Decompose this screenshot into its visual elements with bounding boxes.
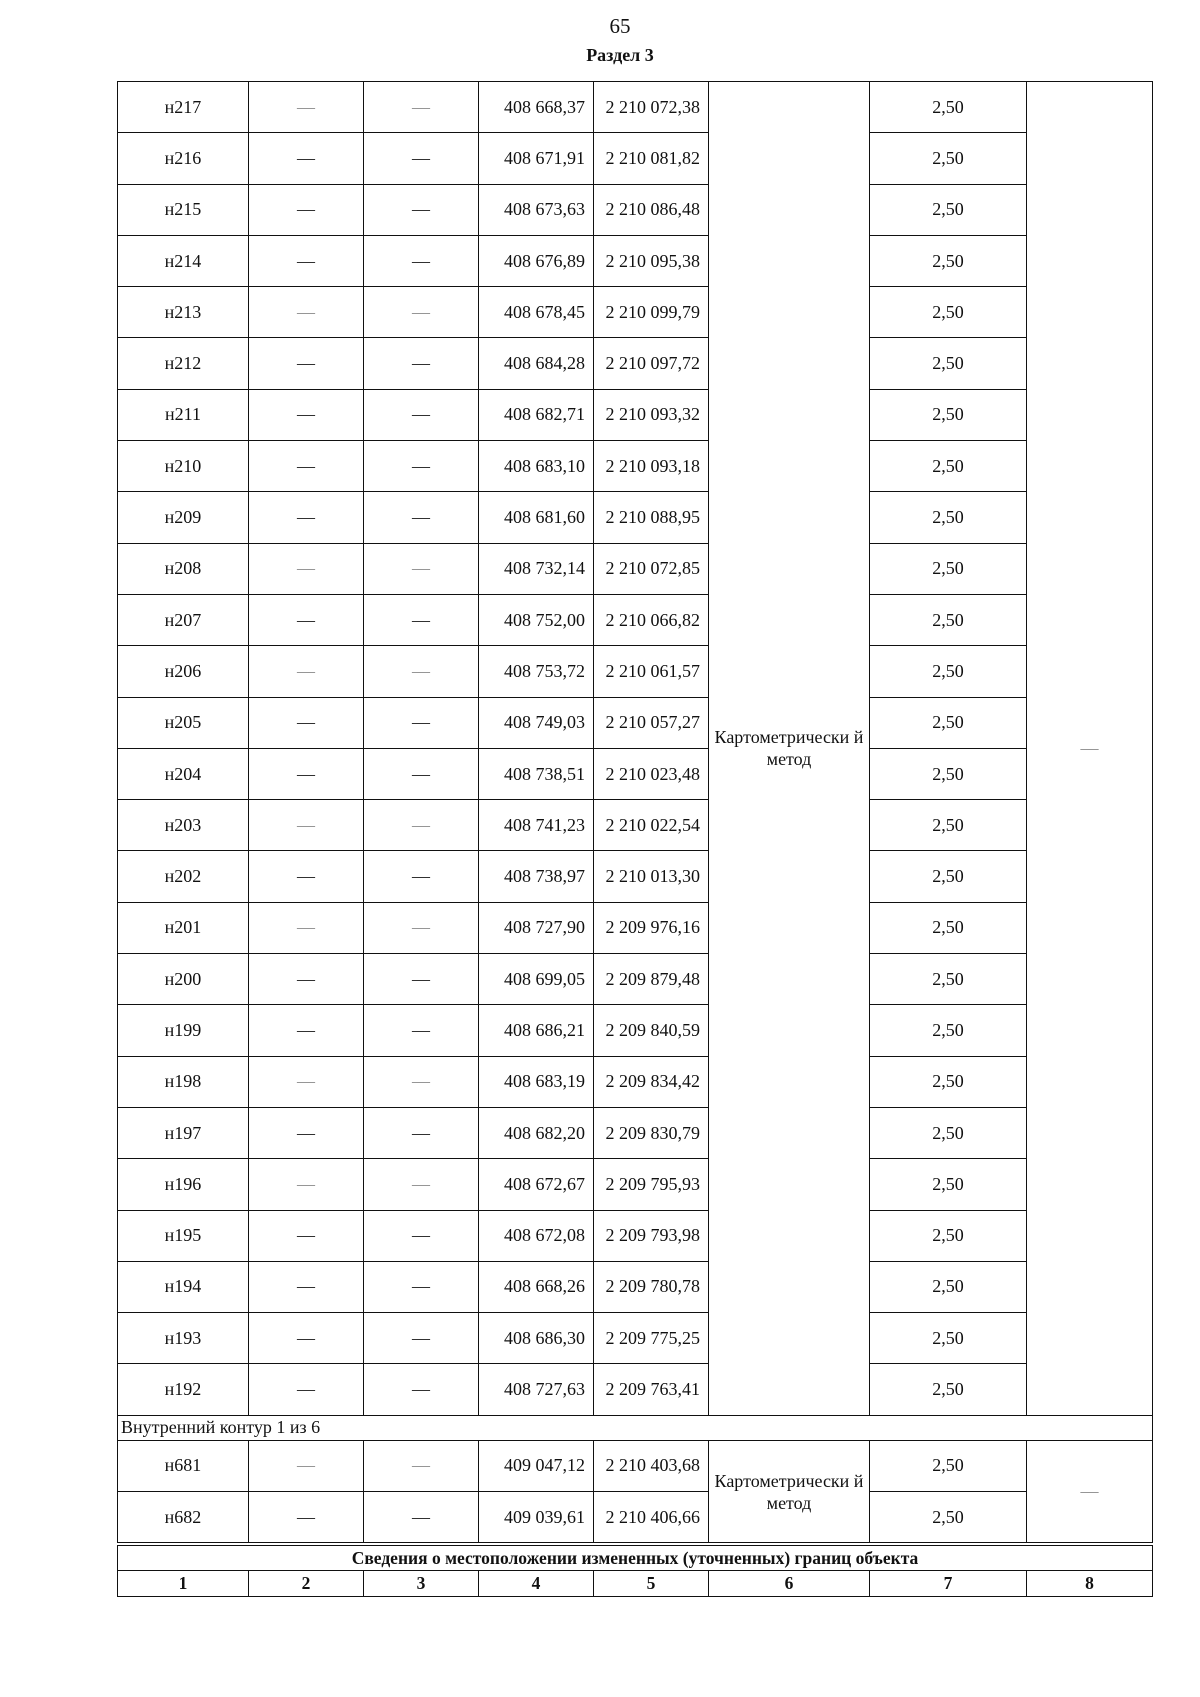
accuracy-value: 2,50 — [870, 1056, 1027, 1107]
section-title: Раздел 3 — [586, 45, 654, 65]
description-dash: — — [1027, 82, 1153, 1416]
x-coordinate: 408 671,91 — [479, 133, 594, 184]
x-coordinate: 408 672,67 — [479, 1159, 594, 1210]
accuracy-value: 2,50 — [870, 1261, 1027, 1312]
table-row — [118, 338, 1153, 389]
x-coordinate: 408 738,97 — [479, 851, 594, 902]
old-x-dash: — — [249, 1440, 364, 1491]
old-x-dash: — — [249, 1056, 364, 1107]
accuracy-value: 2,50 — [870, 594, 1027, 645]
old-y-dash: — — [364, 1492, 479, 1545]
point-id: н210 — [118, 441, 249, 492]
accuracy-value: 2,50 — [870, 184, 1027, 235]
old-x-dash: — — [249, 492, 364, 543]
point-id: н215 — [118, 184, 249, 235]
x-coordinate: 408 741,23 — [479, 800, 594, 851]
table-row — [118, 1005, 1153, 1056]
point-id: н195 — [118, 1210, 249, 1261]
y-coordinate: 2 210 061,57 — [594, 646, 709, 697]
x-coordinate: 408 682,20 — [479, 1107, 594, 1158]
table-row — [118, 235, 1153, 286]
table-row — [118, 1313, 1153, 1364]
accuracy-value: 2,50 — [870, 1492, 1027, 1545]
y-coordinate: 2 209 795,93 — [594, 1159, 709, 1210]
point-id: н208 — [118, 543, 249, 594]
x-coordinate: 408 684,28 — [479, 338, 594, 389]
old-y-dash: — — [364, 1210, 479, 1261]
point-id: н214 — [118, 235, 249, 286]
column-number: 7 — [870, 1571, 1027, 1597]
old-x-dash: — — [249, 184, 364, 235]
old-x-dash: — — [249, 543, 364, 594]
old-y-dash: — — [364, 697, 479, 748]
old-x-dash: — — [249, 1364, 364, 1415]
column-number: 8 — [1027, 1571, 1153, 1597]
old-y-dash: — — [364, 851, 479, 902]
old-x-dash: — — [249, 1159, 364, 1210]
x-coordinate: 408 668,37 — [479, 82, 594, 133]
main-points-body — [118, 82, 1153, 1416]
page-number: 65 — [609, 14, 631, 38]
y-coordinate: 2 210 013,30 — [594, 851, 709, 902]
x-coordinate: 408 753,72 — [479, 646, 594, 697]
old-y-dash: — — [364, 1107, 479, 1158]
y-coordinate: 2 209 830,79 — [594, 1107, 709, 1158]
y-coordinate: 2 210 023,48 — [594, 748, 709, 799]
x-coordinate: 408 683,19 — [479, 1056, 594, 1107]
point-id: н204 — [118, 748, 249, 799]
table-row — [118, 389, 1153, 440]
point-id: н193 — [118, 1313, 249, 1364]
table-row — [118, 1107, 1153, 1158]
old-y-dash: — — [364, 1005, 479, 1056]
old-y-dash: — — [364, 800, 479, 851]
accuracy-value: 2,50 — [870, 1440, 1027, 1491]
accuracy-value: 2,50 — [870, 1159, 1027, 1210]
info-section — [118, 1544, 1153, 1597]
table-row — [118, 748, 1153, 799]
accuracy-value: 2,50 — [870, 800, 1027, 851]
point-id: н197 — [118, 1107, 249, 1158]
old-x-dash: — — [249, 851, 364, 902]
point-id: н203 — [118, 800, 249, 851]
y-coordinate: 2 210 093,18 — [594, 441, 709, 492]
y-coordinate: 2 210 406,66 — [594, 1492, 709, 1545]
old-y-dash: — — [364, 287, 479, 338]
description-dash: — — [1027, 1440, 1153, 1544]
accuracy-value: 2,50 — [870, 133, 1027, 184]
accuracy-value: 2,50 — [870, 697, 1027, 748]
x-coordinate: 408 672,08 — [479, 1210, 594, 1261]
table-row — [118, 1056, 1153, 1107]
table-row — [118, 646, 1153, 697]
old-x-dash: — — [249, 1261, 364, 1312]
x-coordinate: 409 047,12 — [479, 1440, 594, 1491]
point-id: н682 — [118, 1492, 249, 1545]
y-coordinate: 2 209 840,59 — [594, 1005, 709, 1056]
y-coordinate: 2 209 879,48 — [594, 954, 709, 1005]
y-coordinate: 2 209 775,25 — [594, 1313, 709, 1364]
x-coordinate: 408 686,30 — [479, 1313, 594, 1364]
old-y-dash: — — [364, 748, 479, 799]
point-id: н198 — [118, 1056, 249, 1107]
point-id: н202 — [118, 851, 249, 902]
coordinates-table — [117, 81, 1153, 1597]
x-coordinate: 408 752,00 — [479, 594, 594, 645]
x-coordinate: 408 727,63 — [479, 1364, 594, 1415]
method-cell: Картометрически й метод — [709, 1440, 870, 1544]
old-y-dash: — — [364, 184, 479, 235]
old-y-dash: — — [364, 902, 479, 953]
old-y-dash: — — [364, 338, 479, 389]
point-id: н192 — [118, 1364, 249, 1415]
old-x-dash: — — [249, 82, 364, 133]
table-row — [118, 800, 1153, 851]
table-row — [118, 1210, 1153, 1261]
accuracy-value: 2,50 — [870, 389, 1027, 440]
old-x-dash: — — [249, 1313, 364, 1364]
method-cell: Картометрически й метод — [709, 82, 870, 1416]
old-x-dash: — — [249, 800, 364, 851]
accuracy-value: 2,50 — [870, 1210, 1027, 1261]
x-coordinate: 408 681,60 — [479, 492, 594, 543]
table-row — [118, 1364, 1153, 1415]
y-coordinate: 2 210 072,38 — [594, 82, 709, 133]
y-coordinate: 2 210 099,79 — [594, 287, 709, 338]
y-coordinate: 2 210 066,82 — [594, 594, 709, 645]
point-id: н206 — [118, 646, 249, 697]
column-number: 1 — [118, 1571, 249, 1597]
contour-section — [118, 1415, 1153, 1440]
point-id: н196 — [118, 1159, 249, 1210]
old-x-dash: — — [249, 646, 364, 697]
x-coordinate: 408 673,63 — [479, 184, 594, 235]
contour-points-body — [118, 1440, 1153, 1544]
old-y-dash: — — [364, 594, 479, 645]
old-x-dash: — — [249, 235, 364, 286]
table-row — [118, 492, 1153, 543]
old-x-dash: — — [249, 389, 364, 440]
old-y-dash: — — [364, 1440, 479, 1491]
accuracy-value: 2,50 — [870, 338, 1027, 389]
point-id: н200 — [118, 954, 249, 1005]
table-row — [118, 543, 1153, 594]
accuracy-value: 2,50 — [870, 954, 1027, 1005]
old-y-dash: — — [364, 543, 479, 594]
column-number: 2 — [249, 1571, 364, 1597]
table-row — [118, 1159, 1153, 1210]
x-coordinate: 408 676,89 — [479, 235, 594, 286]
old-y-dash: — — [364, 133, 479, 184]
table-row — [118, 82, 1153, 133]
old-y-dash: — — [364, 646, 479, 697]
table-row — [118, 184, 1153, 235]
point-id: н201 — [118, 902, 249, 953]
column-number: 6 — [709, 1571, 870, 1597]
point-id: н209 — [118, 492, 249, 543]
accuracy-value: 2,50 — [870, 492, 1027, 543]
point-id: н194 — [118, 1261, 249, 1312]
accuracy-value: 2,50 — [870, 851, 1027, 902]
table-row — [118, 1440, 1153, 1491]
old-x-dash: — — [249, 1005, 364, 1056]
y-coordinate: 2 210 095,38 — [594, 235, 709, 286]
old-y-dash: — — [364, 1159, 479, 1210]
old-y-dash: — — [364, 235, 479, 286]
accuracy-value: 2,50 — [870, 902, 1027, 953]
table-row — [118, 954, 1153, 1005]
y-coordinate: 2 210 097,72 — [594, 338, 709, 389]
accuracy-value: 2,50 — [870, 441, 1027, 492]
old-y-dash: — — [364, 492, 479, 543]
old-x-dash: — — [249, 902, 364, 953]
old-x-dash: — — [249, 1210, 364, 1261]
accuracy-value: 2,50 — [870, 543, 1027, 594]
point-id: н211 — [118, 389, 249, 440]
point-id: н213 — [118, 287, 249, 338]
accuracy-value: 2,50 — [870, 235, 1027, 286]
old-x-dash: — — [249, 287, 364, 338]
y-coordinate: 2 210 093,32 — [594, 389, 709, 440]
point-id: н207 — [118, 594, 249, 645]
accuracy-value: 2,50 — [870, 1005, 1027, 1056]
table-row — [118, 851, 1153, 902]
accuracy-value: 2,50 — [870, 748, 1027, 799]
y-coordinate: 2 210 086,48 — [594, 184, 709, 235]
y-coordinate: 2 210 022,54 — [594, 800, 709, 851]
old-y-dash: — — [364, 441, 479, 492]
x-coordinate: 408 738,51 — [479, 748, 594, 799]
contour-label: Внутренний контур 1 из 6 — [118, 1415, 1153, 1440]
y-coordinate: 2 210 072,85 — [594, 543, 709, 594]
old-y-dash: — — [364, 954, 479, 1005]
table-row — [118, 902, 1153, 953]
old-x-dash: — — [249, 954, 364, 1005]
table-row — [118, 594, 1153, 645]
point-id: н199 — [118, 1005, 249, 1056]
table-row — [118, 287, 1153, 338]
y-coordinate: 2 210 403,68 — [594, 1440, 709, 1491]
info-heading: Сведения о местоположении измененных (уточненных) границ объекта — [118, 1544, 1153, 1571]
x-coordinate: 408 683,10 — [479, 441, 594, 492]
y-coordinate: 2 210 088,95 — [594, 492, 709, 543]
old-x-dash: — — [249, 1492, 364, 1545]
old-x-dash: — — [249, 697, 364, 748]
old-y-dash: — — [364, 1313, 479, 1364]
x-coordinate: 408 749,03 — [479, 697, 594, 748]
column-number: 3 — [364, 1571, 479, 1597]
y-coordinate: 2 210 081,82 — [594, 133, 709, 184]
old-y-dash: — — [364, 389, 479, 440]
x-coordinate: 408 732,14 — [479, 543, 594, 594]
table-row — [118, 697, 1153, 748]
column-number: 4 — [479, 1571, 594, 1597]
y-coordinate: 2 210 057,27 — [594, 697, 709, 748]
table-row — [118, 441, 1153, 492]
accuracy-value: 2,50 — [870, 287, 1027, 338]
y-coordinate: 2 209 763,41 — [594, 1364, 709, 1415]
y-coordinate: 2 209 834,42 — [594, 1056, 709, 1107]
old-x-dash: — — [249, 748, 364, 799]
column-number-row — [118, 1571, 1153, 1597]
old-y-dash: — — [364, 1261, 479, 1312]
x-coordinate: 408 699,05 — [479, 954, 594, 1005]
old-y-dash: — — [364, 82, 479, 133]
old-x-dash: — — [249, 338, 364, 389]
table-row — [118, 133, 1153, 184]
column-number: 5 — [594, 1571, 709, 1597]
table-row — [118, 1492, 1153, 1545]
point-id: н216 — [118, 133, 249, 184]
point-id: н205 — [118, 697, 249, 748]
old-x-dash: — — [249, 133, 364, 184]
accuracy-value: 2,50 — [870, 1364, 1027, 1415]
accuracy-value: 2,50 — [870, 1313, 1027, 1364]
old-x-dash: — — [249, 594, 364, 645]
table-row — [118, 1261, 1153, 1312]
old-y-dash: — — [364, 1056, 479, 1107]
old-x-dash: — — [249, 1107, 364, 1158]
accuracy-value: 2,50 — [870, 1107, 1027, 1158]
point-id: н217 — [118, 82, 249, 133]
y-coordinate: 2 209 780,78 — [594, 1261, 709, 1312]
x-coordinate: 409 039,61 — [479, 1492, 594, 1545]
accuracy-value: 2,50 — [870, 82, 1027, 133]
point-id: н681 — [118, 1440, 249, 1491]
x-coordinate: 408 678,45 — [479, 287, 594, 338]
accuracy-value: 2,50 — [870, 646, 1027, 697]
point-id: н212 — [118, 338, 249, 389]
x-coordinate: 408 686,21 — [479, 1005, 594, 1056]
y-coordinate: 2 209 793,98 — [594, 1210, 709, 1261]
old-y-dash: — — [364, 1364, 479, 1415]
old-x-dash: — — [249, 441, 364, 492]
x-coordinate: 408 682,71 — [479, 389, 594, 440]
x-coordinate: 408 668,26 — [479, 1261, 594, 1312]
x-coordinate: 408 727,90 — [479, 902, 594, 953]
y-coordinate: 2 209 976,16 — [594, 902, 709, 953]
